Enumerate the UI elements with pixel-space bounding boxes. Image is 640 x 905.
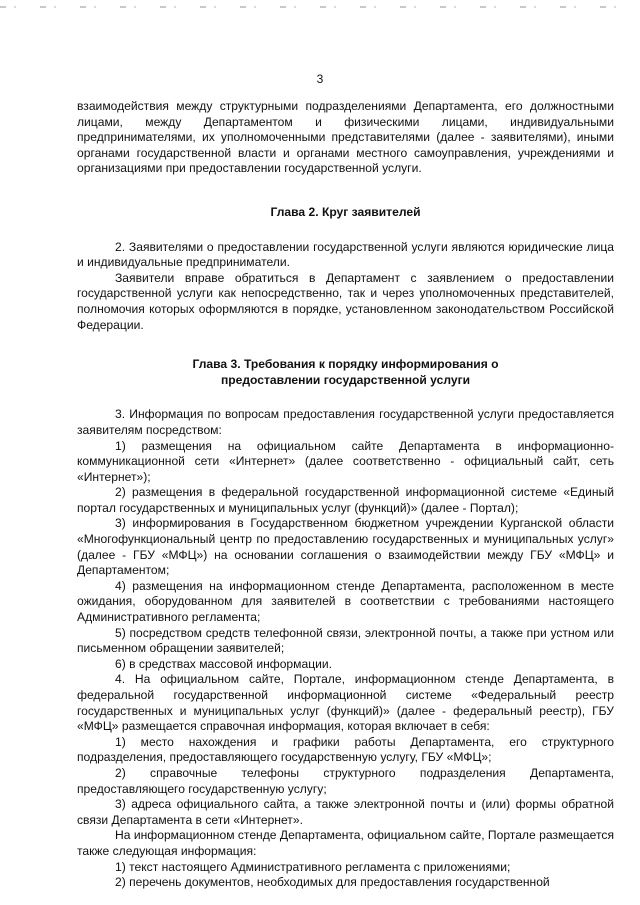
chapter-2-title: Глава 2. Круг заявителей: [270, 204, 421, 219]
scan-artifact-line: [0, 6, 640, 8]
paragraph: Заявители вправе обратиться в Департамент с заявлением о предоставлении государственной услуги как непосредственно, так и через уполномоченных представителей, полномочия которых оформляются в порядке, установленном законодательством Российской Федерации.: [77, 270, 614, 332]
document-body: [77, 99, 614, 891]
intro-paragraph: взаимодействия между структурными подразделениями Департамента, его должностными лицами, между Департаментом и физическими лицами, индивидуальными предпринимателями, их уполномоченными представителями (далее - заявителями), иными органами государственной власти и органами местного самоуправления, учреждениями и организациями при предоставлении государственной услуги.: [77, 99, 614, 176]
list-item: 1) место нахождения и графики работы Департамента, его структурного подразделения, предоставляющего государственную услугу, ГБУ «МФЦ»;: [77, 734, 614, 765]
paragraph: На информационном стенде Департамента, официальном сайте, Портале размещается также следующая информация:: [77, 828, 614, 858]
page-number: 3: [316, 72, 324, 86]
list-item: 6) в средствах массовой информации.: [115, 656, 332, 671]
list-item: 3) адреса официального сайта, а также электронной почты и (или) формы обратной связи Департамента в сети «Интернет».: [77, 797, 614, 827]
list-item: 1) текст настоящего Административного регламента с приложениями;: [115, 859, 511, 874]
chapter-3-title-line-2: предоставлении государственной услуги: [220, 372, 471, 387]
list-item: 5) посредством средств телефонной связи, электронной почты, а также при устном или письменном обращении заявителей;: [77, 625, 614, 656]
list-item: 4) размещения на информационном стенде Департамента, расположенном в месте ожидания, оборудованном для заявителей в соответствии с требованиями настоящего Административного регламента;: [77, 578, 614, 625]
list-item: 2) перечень документов, необходимых для предоставления государственной: [115, 875, 550, 890]
list-item: 2) размещения в федеральной государственной информационной системе «Единый портал государственных и муниципальных услуг (функций)» (далее - Портал);: [77, 485, 614, 515]
list-item: 1) размещения на официальном сайте Департамента в информационно-коммуникационной сети «Интернет» (далее соответственно - официальный сайт, сеть «Интернет»);: [77, 438, 614, 484]
list-item: 3) информирования в Государственном бюджетном учреждении Курганской области «Многофункциональный центр по предоставлению государственных и муниципальных услуг» (далее - ГБУ «МФЦ») на основании соглашения о взаимодействии между ГБУ «МФЦ» и Департаментом;: [77, 516, 614, 578]
list-item: 2) справочные телефоны структурного подразделения Департамента, предоставляющего государственную услугу;: [77, 765, 614, 796]
paragraph: 2. Заявителями о предоставлении государственной услуги являются юридические лица и индивидуальные предприниматели.: [77, 239, 614, 270]
paragraph: 3. Информация по вопросам предоставления государственной услуги предоставляется заявителям посредством:: [77, 407, 614, 437]
paragraph: 4. На официальном сайте, Портале, информационном стенде Департамента, в федеральной государственной информационной системе «Федеральный реестр государственных и муниципальных услуг (функций)» (далее - федеральный реестр), ГБУ «МФЦ» размещается справочная информация, которая включает в себя:: [77, 672, 614, 734]
chapter-3-title-line-1: Глава 3. Требования к порядку информирования о: [192, 357, 499, 372]
